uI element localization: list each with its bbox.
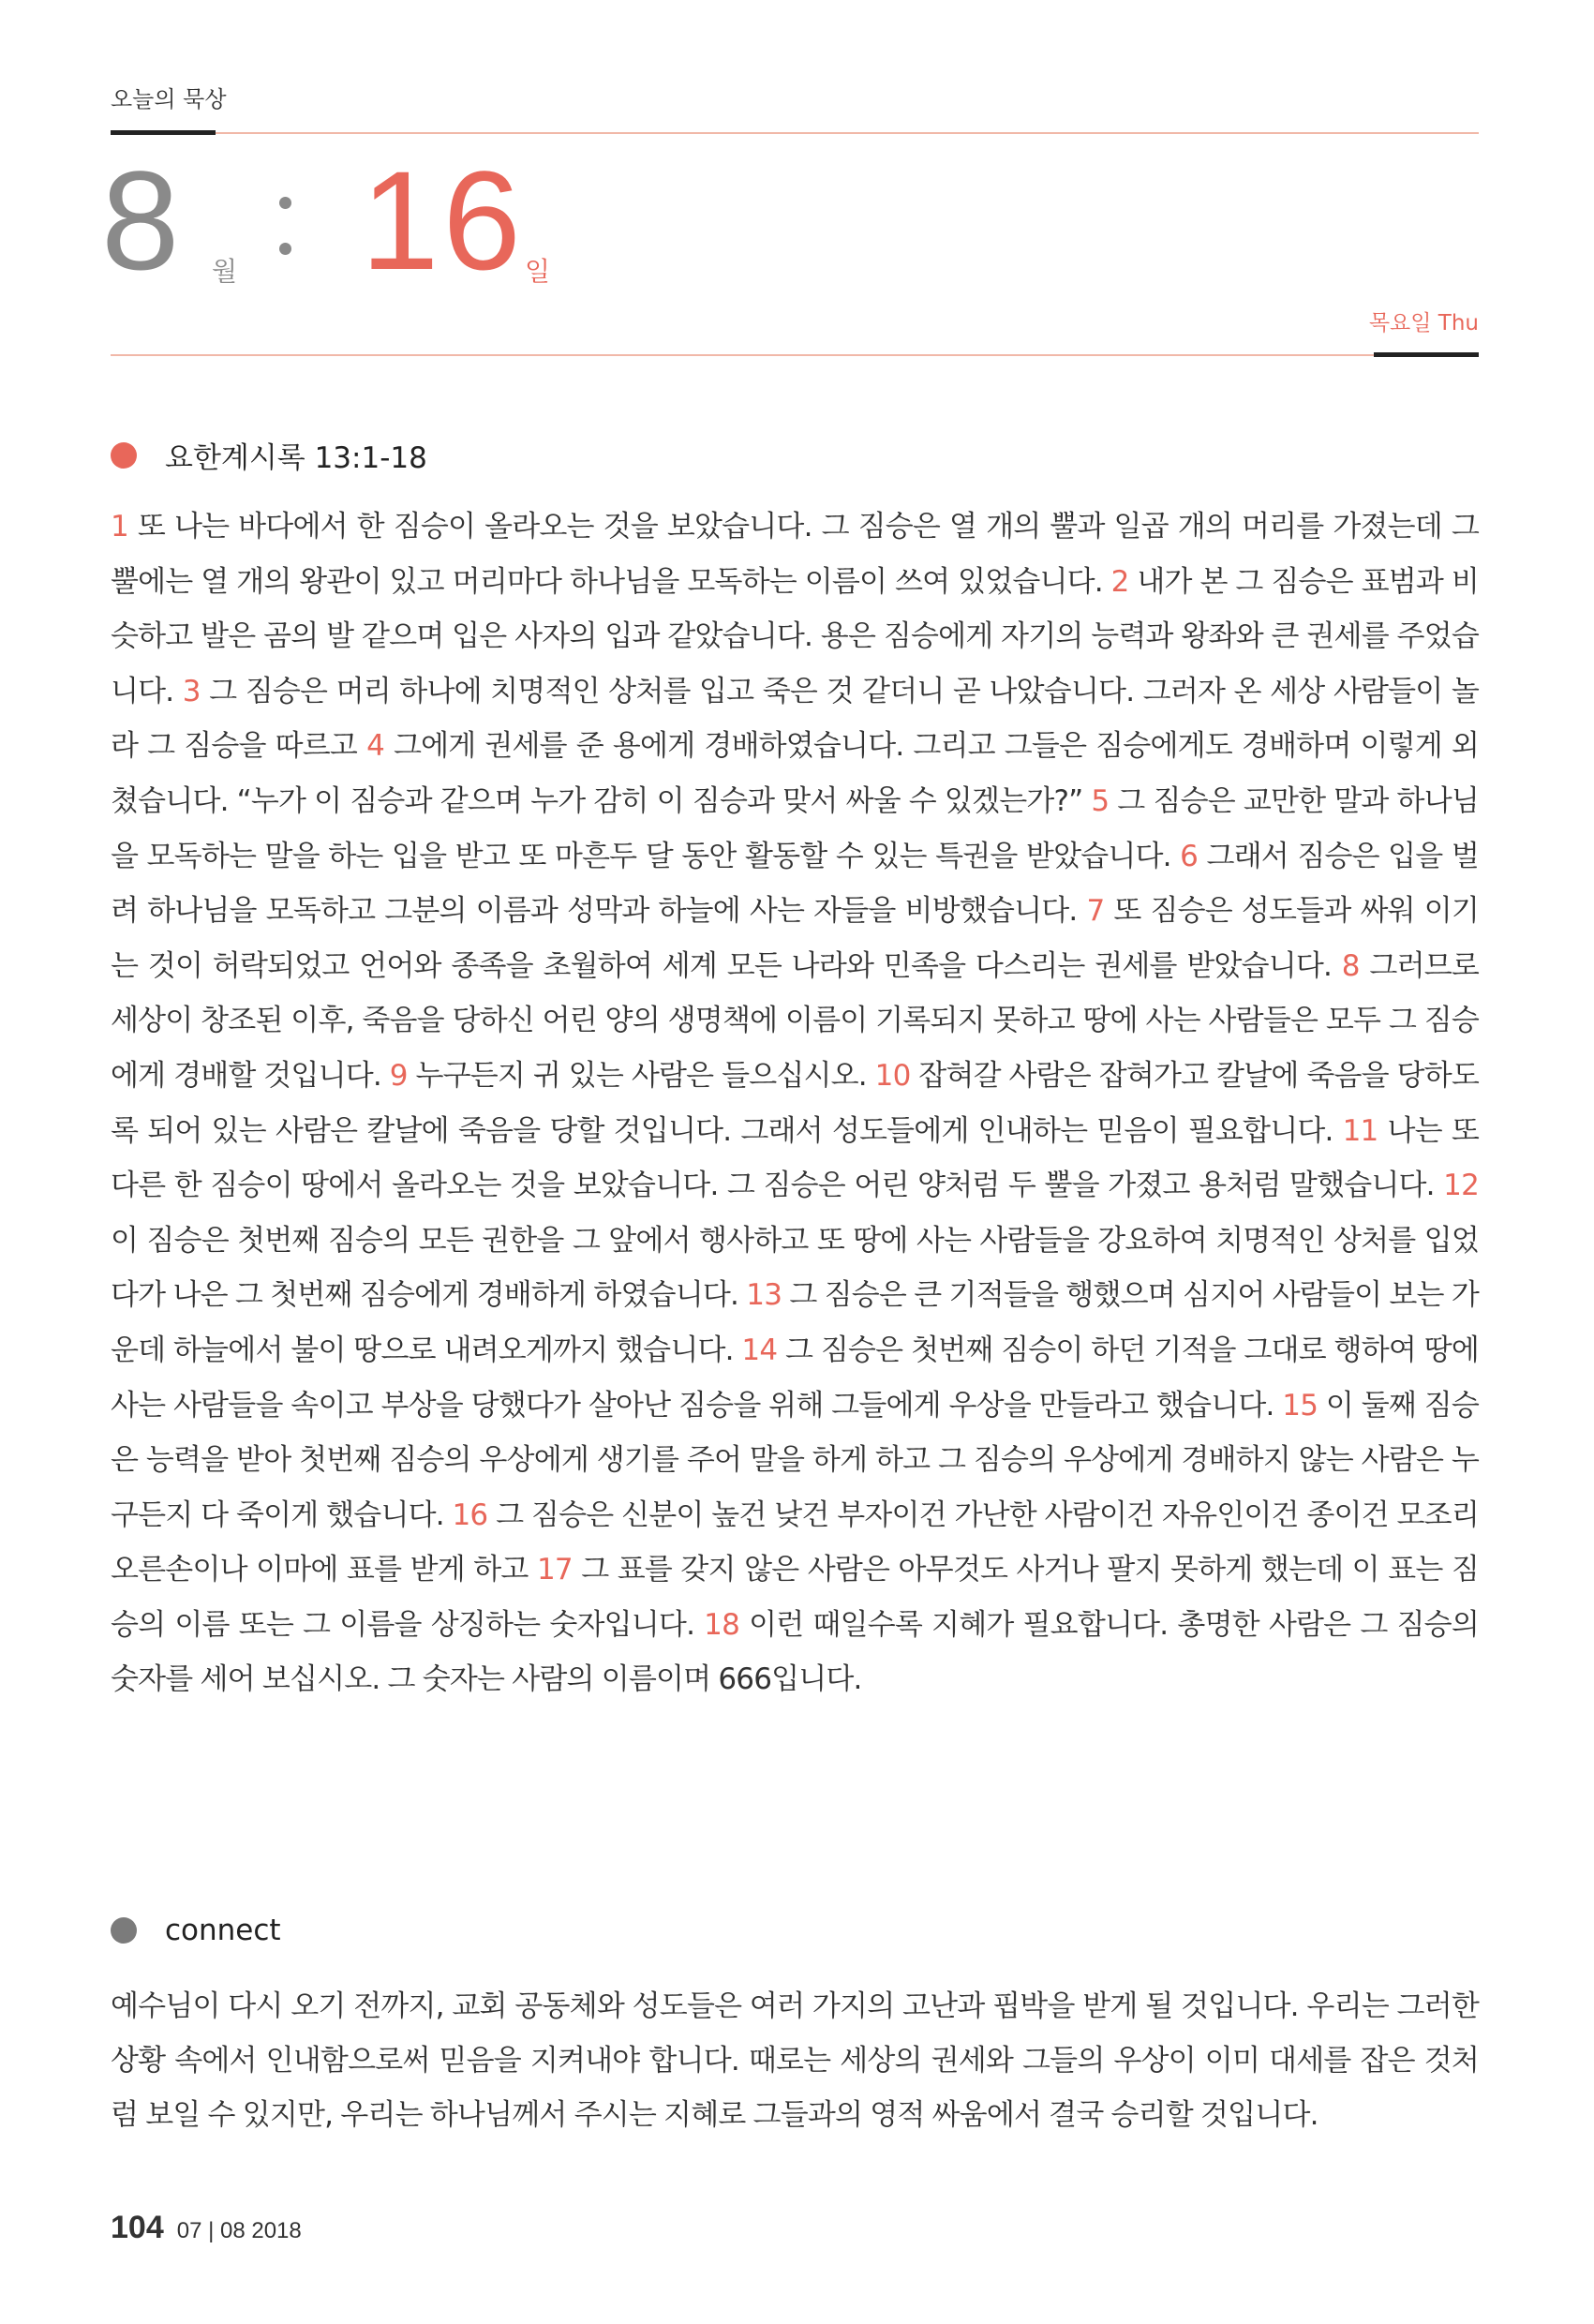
day-unit: 일 [525, 256, 551, 287]
verse-text: 그 짐승은 신분이 높건 낮건 부자이건 가난한 사람이건 자유인이건 종이건 모조리 오른손이나 이마에 표를 받게 하고 [111, 1497, 1479, 1587]
verse-number: 13 [746, 1278, 782, 1313]
date-month: 8 [101, 142, 182, 299]
scripture-body [111, 499, 1479, 1707]
verse-text: 또 나는 바다에서 한 짐승이 올라오는 것을 보았습니다. 그 짐승은 열 개의 뿔과 일곱 개의 머리를 가졌는데 그 뿔에는 열 개의 왕관이 있고 머리마다 하나님을 모독하는 이름이 쓰여 있었습니다. [111, 510, 1479, 599]
verse-text: 내가 본 그 짐승은 표범과 비슷하고 발은 곰의 발 같으며 입은 사자의 입과 같았습니다. 용은 짐승에게 자기의 능력과 왕좌와 큰 권세를 주었습니다. [111, 564, 1479, 708]
verse-number: 11 [1342, 1113, 1378, 1148]
verse-text: 잡혀갈 사람은 잡혀가고 칼날에 죽음을 당하도록 되어 있는 사람은 칼날에 죽음을 당할 것입니다. 그래서 성도들에게 인내하는 믿음이 필요합니다. [111, 1058, 1479, 1148]
verse-text: 그 표를 갖지 않은 사람은 아무것도 사거나 팔지 못하게 했는데 이 표는 짐승의 이름 또는 그 이름을 상징하는 숫자입니다. [111, 1553, 1479, 1642]
mid-rule-accent [1374, 352, 1479, 357]
connect-title: connect [165, 1914, 281, 1947]
verse-number: 1 [111, 510, 128, 544]
verse-number: 17 [536, 1553, 573, 1587]
verse-number: 15 [1282, 1388, 1318, 1423]
date-day: 16 [361, 142, 525, 299]
connect-heading [111, 1914, 281, 1947]
verse-number: 2 [1110, 564, 1129, 599]
verse-text: 그 짐승은 교만한 말과 하나님을 모독하는 말을 하는 입을 받고 또 마흔두 달 동안 활동할 수 있는 특권을 받았습니다. [111, 783, 1479, 873]
scripture-title: 요한계시록 13:1-18 [165, 441, 427, 475]
verse-text: 그에게 권세를 준 용에게 경배하였습니다. 그리고 그들은 짐승에게도 경배하며 이렇게 외쳤습니다. “누가 이 짐승과 같으며 누가 감히 이 짐승과 맞서 싸울 수 있겠는가?” [111, 729, 1479, 818]
verse-number: 8 [1341, 948, 1360, 983]
verse-text: 누구든지 귀 있는 사람은 들으십시오. [407, 1058, 875, 1093]
verse-text: 이런 때일수록 지혜가 필요합니다. 총명한 사람은 그 짐승의 숫자를 세어 보십시오. 그 숫자는 사람의 이름이며 666입니다. [111, 1607, 1479, 1697]
verse-number: 12 [1443, 1169, 1479, 1203]
verse-number: 10 [874, 1058, 911, 1093]
verse-text: 또 짐승은 성도들과 싸워 이기는 것이 허락되었고 언어와 종족을 초월하여 세계 모든 나라와 민족을 다스리는 권세를 받았습니다. [111, 894, 1480, 983]
verse-number: 7 [1086, 894, 1105, 929]
verse-number: 3 [182, 674, 201, 708]
verse-text: 그 짐승은 첫번째 짐승이 하던 기적을 그대로 행하여 땅에 사는 사람들을 속이고 부상을 당했다가 살아난 짐승을 위해 그들에게 우상을 만들라고 했습니다. [111, 1333, 1479, 1423]
verse-text: 그래서 짐승은 입을 벌려 하나님을 모독하고 그분의 이름과 성막과 하늘에 사는 자들을 비방했습니다. [111, 839, 1480, 929]
top-rule [111, 132, 1479, 134]
verse-number: 9 [389, 1058, 408, 1093]
mid-rule [111, 354, 1479, 356]
issue-info: 07 | 08 2018 [176, 2218, 302, 2243]
verse-number: 16 [452, 1497, 488, 1532]
header-label: 오늘의 묵상 [111, 86, 227, 112]
verse-number: 4 [366, 729, 384, 764]
verse-text: 그러므로 세상이 창조된 이후, 죽음을 당하신 어린 양의 생명책에 이름이 기록되지 못하고 땅에 사는 사람들은 모두 그 짐승에게 경배할 것입니다. [111, 948, 1480, 1093]
month-unit: 월 [212, 256, 238, 287]
page-number: 104 [111, 2210, 164, 2245]
footer [111, 2210, 302, 2246]
verse-text: 그 짐승은 머리 하나에 치명적인 상처를 입고 죽은 것 같더니 곧 나았습니다. 그러자 온 세상 사람들이 놀라 그 짐승을 따르고 [111, 674, 1479, 764]
verse-number: 5 [1091, 783, 1110, 818]
verse-text: 나는 또 다른 한 짐승이 땅에서 올라오는 것을 보았습니다. 그 짐승은 어린 양처럼 두 뿔을 가졌고 용처럼 말했습니다. [111, 1113, 1479, 1203]
verse-number: 18 [704, 1607, 740, 1642]
bullet-dot-icon [111, 442, 137, 469]
scripture-heading [111, 434, 427, 476]
verse-text: 이 짐승은 첫번째 짐승의 모든 권한을 그 앞에서 행사하고 또 땅에 사는 사람들을 강요하여 치명적인 상처를 입었다가 나은 그 첫번째 짐승에게 경배하게 하였습니다. [111, 1223, 1479, 1313]
top-rule-accent [111, 130, 216, 135]
verse-text: 이 둘째 짐승은 능력을 받아 첫번째 짐승의 우상에게 생기를 주어 말을 하게 하고 그 짐승의 우상에게 경배하지 않는 사람은 누구든지 다 죽이게 했습니다. [111, 1388, 1479, 1532]
verse-text: 그 짐승은 큰 기적들을 행했으며 심지어 사람들이 보는 가운데 하늘에서 불이 땅으로 내려오게까지 했습니다. [111, 1278, 1480, 1367]
verse-number: 14 [741, 1333, 778, 1367]
connect-text: 예수님이 다시 오기 전까지, 교회 공동체와 성도들은 여러 가지의 고난과 핍박을 받게 될 것입니다. 우리는 그러한 상황 속에서 인내함으로써 믿음을 지켜내야 합니다. 때로는 세상의 권세와 그들의 우상이 이미 대세를 잡은 것처럼 보일 수 있지만, 우리는 하나님께서 주시는 지혜로 그들과의 영적 싸움에서 결국 승리할 것입니다. [111, 1989, 1479, 2132]
bullet-dot-icon [111, 1917, 137, 1944]
weekday: 목요일 Thu [1368, 311, 1479, 335]
verse-number: 6 [1180, 839, 1199, 873]
date-colon [279, 197, 292, 289]
